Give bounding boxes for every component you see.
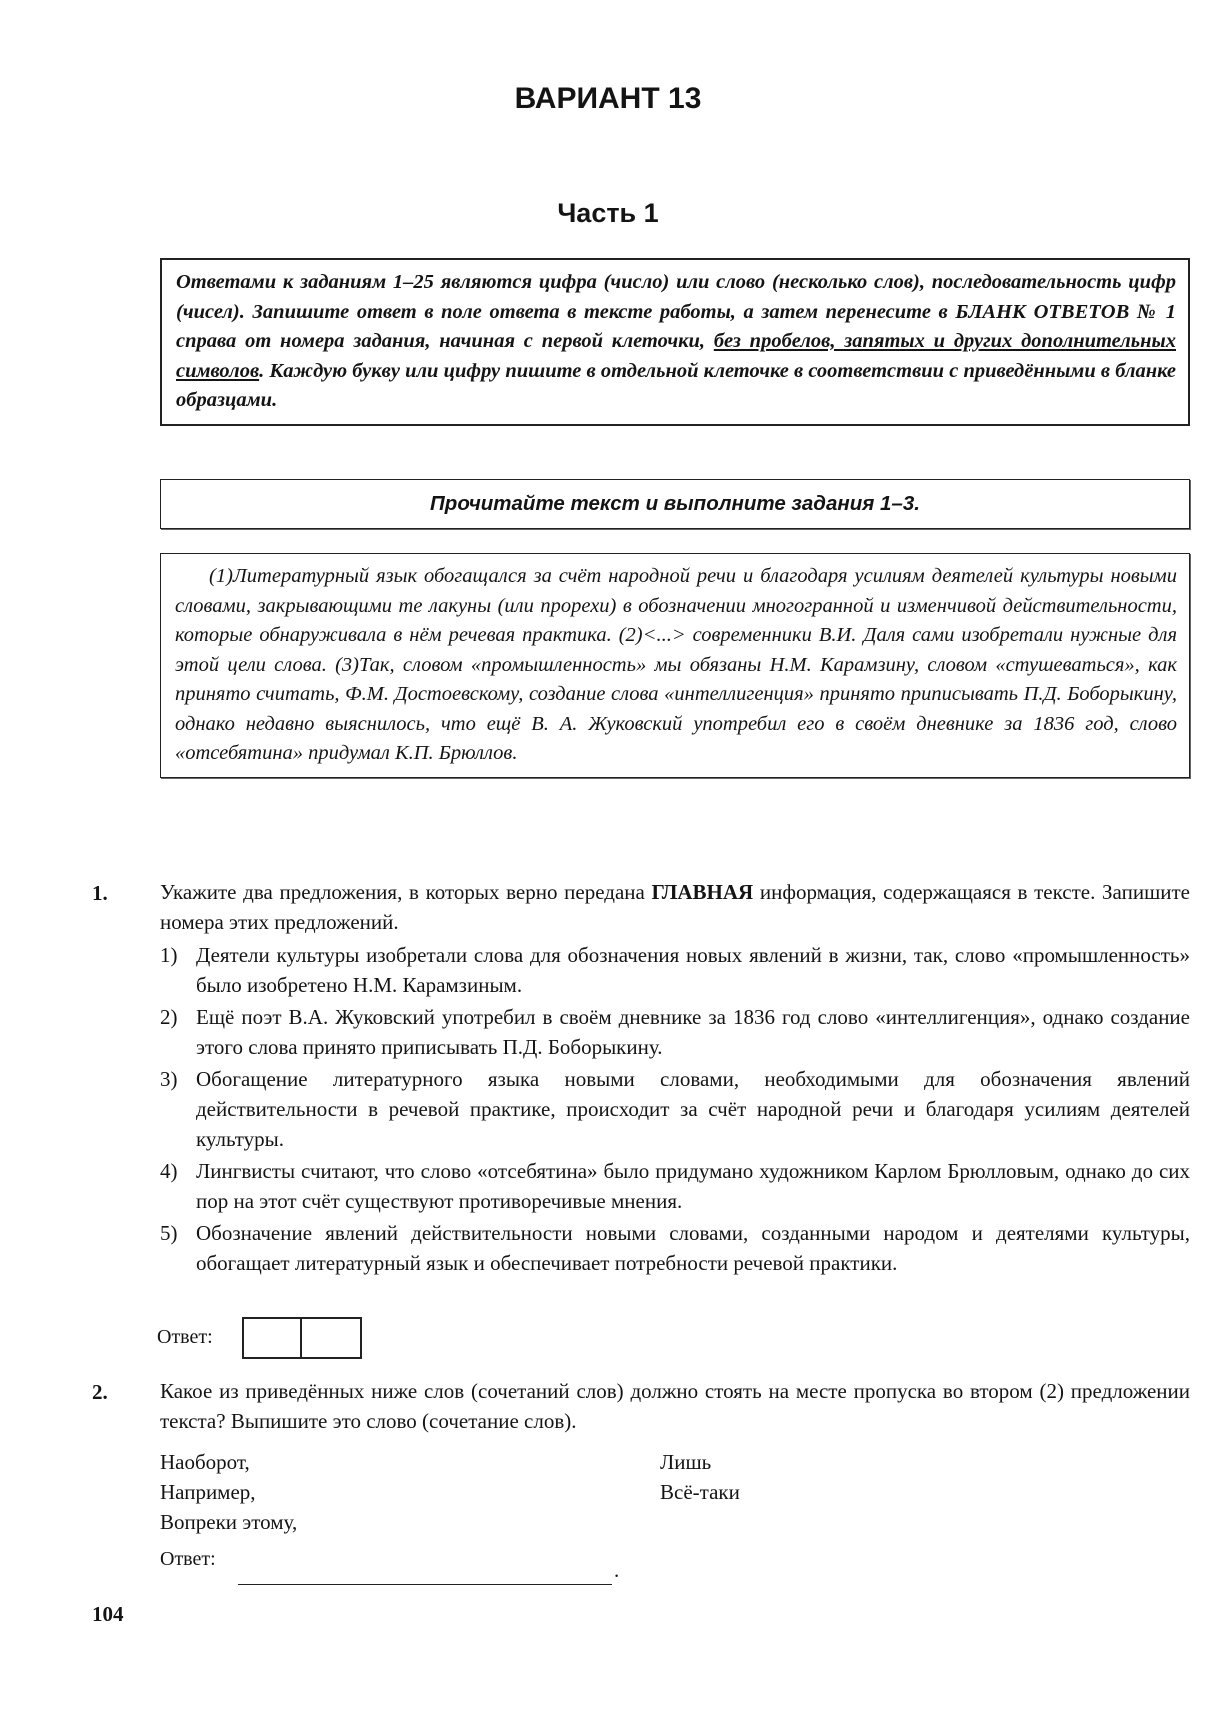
instructions-text-end: . Каждую букву или цифру пишите в отдельной клеточке в соответствии с приведёнными в бланке образцами. xyxy=(176,359,1176,411)
task-1-option-1 xyxy=(160,940,1190,1000)
option-text: Обогащение литературного языка новыми словами, необходимыми для обозначения явлений действительности в речевой практике, происходит за счёт народной речи и благодаря усилиям деятелей культуры. xyxy=(196,1067,1190,1151)
task-2-question: Какое из приведённых ниже слов (сочетаний слов) должно стоять на месте пропуска во втором (2) предложении текста? Выпишите это слово (сочетание слов). xyxy=(160,1379,1190,1433)
task-1-answer-cells xyxy=(242,1317,362,1359)
option-number: 5) xyxy=(160,1221,178,1245)
task-2-choice-3: Вопреки этому, xyxy=(160,1510,298,1534)
task-2-choice-1: Наоборот, xyxy=(160,1450,250,1474)
option-number: 1) xyxy=(160,943,178,967)
option-number: 4) xyxy=(160,1159,178,1183)
task-2-choice-5: Всё-таки xyxy=(660,1480,740,1504)
instructions-text: Ответами к заданиям 1–25 являются цифра (число) или слово (несколько слов), последовательность цифр (чисел). Запишите ответ в поле ответа в тексте работы, а затем перенесите в БЛАНК ОТВЕТОВ № 1 справа от номера задания, начиная с первой клеточки, xyxy=(176,271,1176,352)
task-1-option-5 xyxy=(160,1218,1190,1278)
option-text: Деятели культуры изобретали слова для обозначения новых явлений в жизни, так, слово «промышленность» было изобретено Н.М. Карамзиным. xyxy=(196,943,1190,997)
instructions-underlined: без пробелов, запятых и других дополнительных символов xyxy=(176,330,1177,382)
task-1-question-text: Укажите два предложения, в которых верно передана xyxy=(160,880,652,904)
task-1-option-2 xyxy=(160,1002,1190,1062)
answer-cell-1[interactable] xyxy=(242,1317,302,1359)
task-1-number: 1. xyxy=(92,881,108,905)
reading-passage: (1)Литературный язык обогащался за счёт народной речи и благодаря усилиям деятелей культуры новыми словами, закрывающими те лакуны (или прорехи) в обозначении многогранной и изменчивой действительности, которые обнаруживала в нём речевая практика. (2)<...> современники В.И. Даля сами изобретали нужные для этой цели слова. (3)Так, словом «промышленность» мы обязаны Н.М. Карамзину, словом «стушеваться», как принято считать, Ф.М. Достоевскому, создание слова «интеллигенция» принято приписывать П.Д. Боборыкину, однако недавно выяснилось, что ещё В. А. Жуковский употребил его в своём дневнике за 1836 год, слово «отсебятина» придумал К.П. Брюллов. xyxy=(160,553,1190,778)
task-1-option-3 xyxy=(160,1064,1190,1154)
task-1-question-bold: ГЛАВНАЯ xyxy=(651,880,754,904)
instructions-box xyxy=(160,258,1190,426)
option-text: Лингвисты считают, что слово «отсебятина» было придумано художником Карлом Брюлловым, однако до сих пор на этот счёт существуют противоречивые мнения. xyxy=(196,1159,1190,1213)
option-number: 2) xyxy=(160,1005,178,1029)
task-1-options xyxy=(160,940,1190,1280)
task-1-question-text-end: информация, содержащаяся в тексте. Запишите номера этих предложений. xyxy=(160,880,1190,934)
answer-cell-2[interactable] xyxy=(302,1317,362,1359)
page-number: 104 xyxy=(92,1602,124,1626)
task-1-answer-label: Ответ: xyxy=(157,1326,213,1348)
task-2-answer-label: Ответ: xyxy=(160,1548,216,1570)
part-title: Часть 1 xyxy=(557,198,659,228)
task-2-choice-2: Например, xyxy=(160,1480,256,1504)
task-2-answer-line[interactable] xyxy=(238,1584,612,1585)
read-instruction-box xyxy=(160,479,1190,529)
option-number: 3) xyxy=(160,1067,178,1091)
task-1-question xyxy=(160,877,1190,937)
task-2-number: 2. xyxy=(92,1380,108,1404)
task-2-choice-4: Лишь xyxy=(660,1450,712,1474)
task-2-answer-end: . xyxy=(614,1558,620,1582)
variant-title: ВАРИАНТ 13 xyxy=(514,82,702,115)
option-text: Ещё поэт В.А. Жуковский употребил в своём дневнике за 1836 год слово «интеллигенция», однако создание этого слова принято приписывать П.Д. Боборыкину. xyxy=(196,1005,1190,1059)
option-text: Обозначение явлений действительности новыми словами, созданными народом и деятелями культуры, обогащает литературный язык и обеспечивает потребности речевой практики. xyxy=(196,1221,1190,1275)
task-1-option-4 xyxy=(160,1156,1190,1216)
read-instruction-text: Прочитайте текст и выполните задания 1–3. xyxy=(430,492,920,515)
